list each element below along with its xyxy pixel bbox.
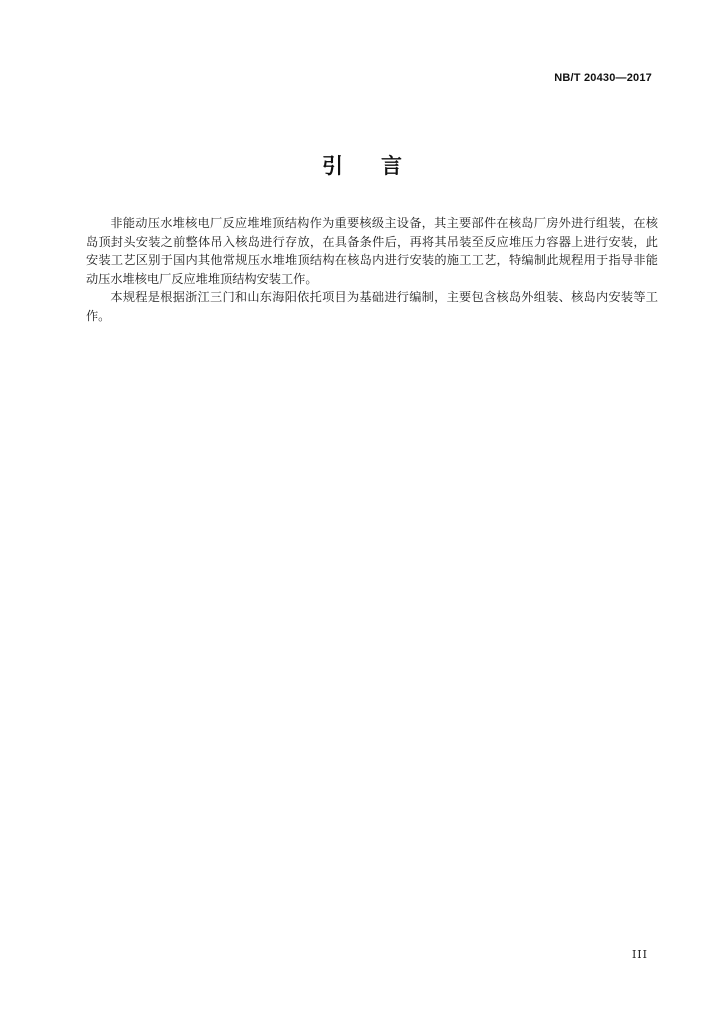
page-number: III [631,948,648,961]
introduction-body [86,214,658,326]
standard-number: NB/T 20430—2017 [554,72,652,84]
page-title [0,150,724,180]
paragraph-2: 本规程是根据浙江三门和山东海阳依托项目为基础进行编制，主要包含核岛外组装、核岛内安装等工作。 [86,290,658,323]
page-title-char-1: 引 [322,154,343,178]
paragraph-1: 非能动压水堆核电厂反应堆堆顶结构作为重要核级主设备，其主要部件在核岛厂房外进行组装，在核岛顶封头安装之前整体吊入核岛进行存放，在具备条件后，再将其吊装至反应堆压力容器上进行安装，此安装工艺区别于国内其他常规压水堆堆顶结构在核岛内进行安装的施工工艺，特编制此规程用于指导非能动压水堆核电厂反应堆堆顶结构安装工作。 [86,216,658,286]
page-title-char-2: 言 [381,154,402,178]
